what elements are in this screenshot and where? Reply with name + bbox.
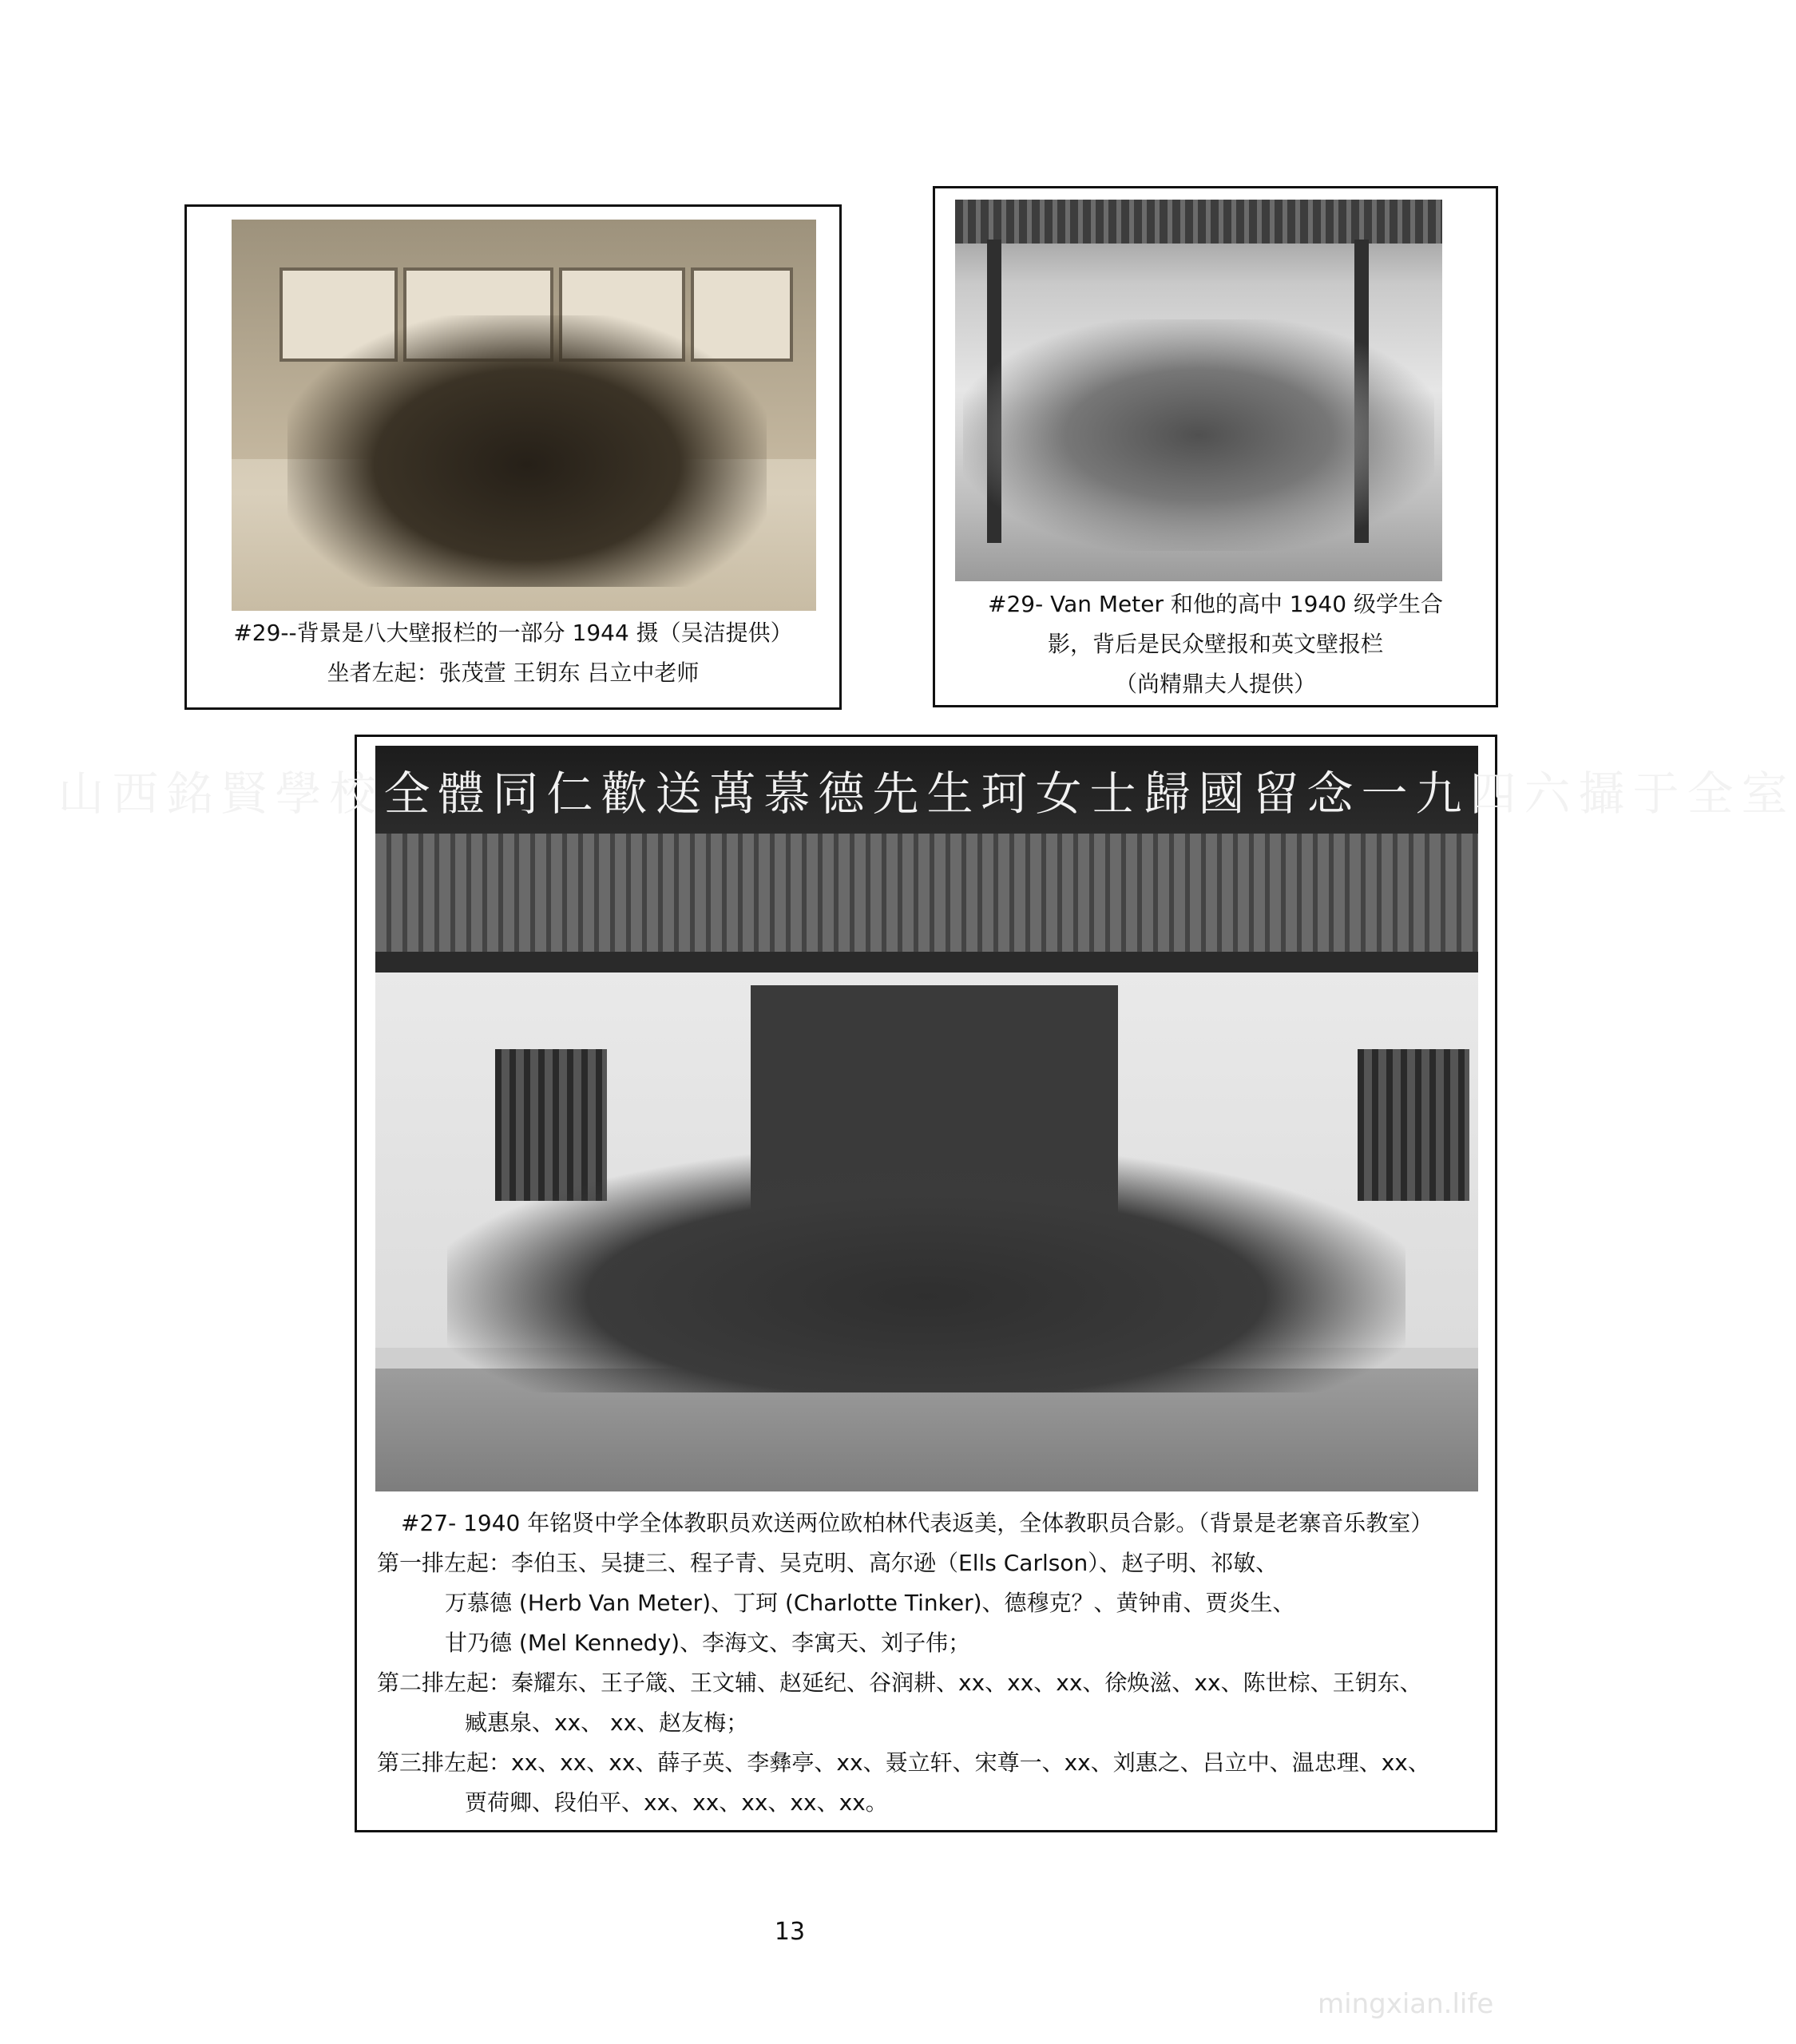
row3-line2: 贾荷卿、段伯平、xx、xx、xx、xx、xx。 <box>465 1789 888 1816</box>
photo1-caption-line2: 坐者左起：张茂萱 王钥东 吕立中老师 <box>327 660 700 686</box>
banner-text: 山西銘賢學校全體同仁歡送萬慕德先生珂女士歸國留念一九四六攝于全室 <box>57 766 1796 821</box>
roof-edge <box>375 952 1478 972</box>
photo-frame-1 <box>184 204 842 710</box>
roof-tiles <box>955 200 1442 244</box>
photo-frame-3 <box>57 735 1796 1832</box>
group-of-students <box>963 319 1434 551</box>
group-photo-1944 <box>232 220 816 611</box>
watermark: mingxian.life <box>1318 1988 1494 2020</box>
photo-frame-2 <box>933 186 1498 707</box>
row1-line3: 甘乃德 (Mel Kennedy)、李海文、李寓天、刘子伟； <box>445 1630 971 1656</box>
photo2-caption-line2: 影，背后是民众壁报和英文壁报栏 <box>1047 631 1383 657</box>
roof-tiles <box>375 834 1478 953</box>
photo2-caption-line1: #29- Van Meter 和他的高中 1940 级学生合 <box>988 591 1443 617</box>
group-of-staff <box>447 1153 1405 1392</box>
row2-line1: 第二排左起：秦耀东、王子箴、王文辅、赵延纪、谷润耕、xx、xx、xx、徐焕滋、xx、陈世棕、王钥东、 <box>377 1670 1422 1696</box>
row1-line2: 万慕德 (Herb Van Meter)、丁珂 (Charlotte Tinker)、德穆克？、黄钟甫、贾炎生、 <box>445 1590 1295 1616</box>
group-of-people <box>287 315 767 587</box>
photo3-caption-title: #27- 1940 年铭贤中学全体教职员欢送两位欧柏林代表返美，全体教职员合影。（背景是老寨音乐教室） <box>401 1510 1433 1536</box>
row2-line2: 臧惠泉、xx、 xx、赵友梅； <box>465 1709 749 1736</box>
staff-group-photo <box>57 746 1796 1491</box>
photo1-caption-line1: #29--背景是八大壁报栏的一部分 1944 摄（吴洁提供） <box>233 620 793 646</box>
row3-line1: 第三排左起：xx、xx、xx、薛子英、李彝亭、xx、聂立轩、宋尊一、xx、刘惠之、吕立中、温忠理、xx、 <box>377 1749 1430 1776</box>
group-photo-1940-class <box>955 200 1442 581</box>
photo2-caption-line3: （尚精鼎夫人提供） <box>1114 671 1316 697</box>
page-number: 13 <box>774 1918 806 1946</box>
photo-banner <box>57 746 1796 834</box>
row1-line1: 第一排左起：李伯玉、吴捷三、程子青、吴克明、高尔逊（Ells Carlson）、赵子明、祁敏、 <box>377 1550 1279 1576</box>
